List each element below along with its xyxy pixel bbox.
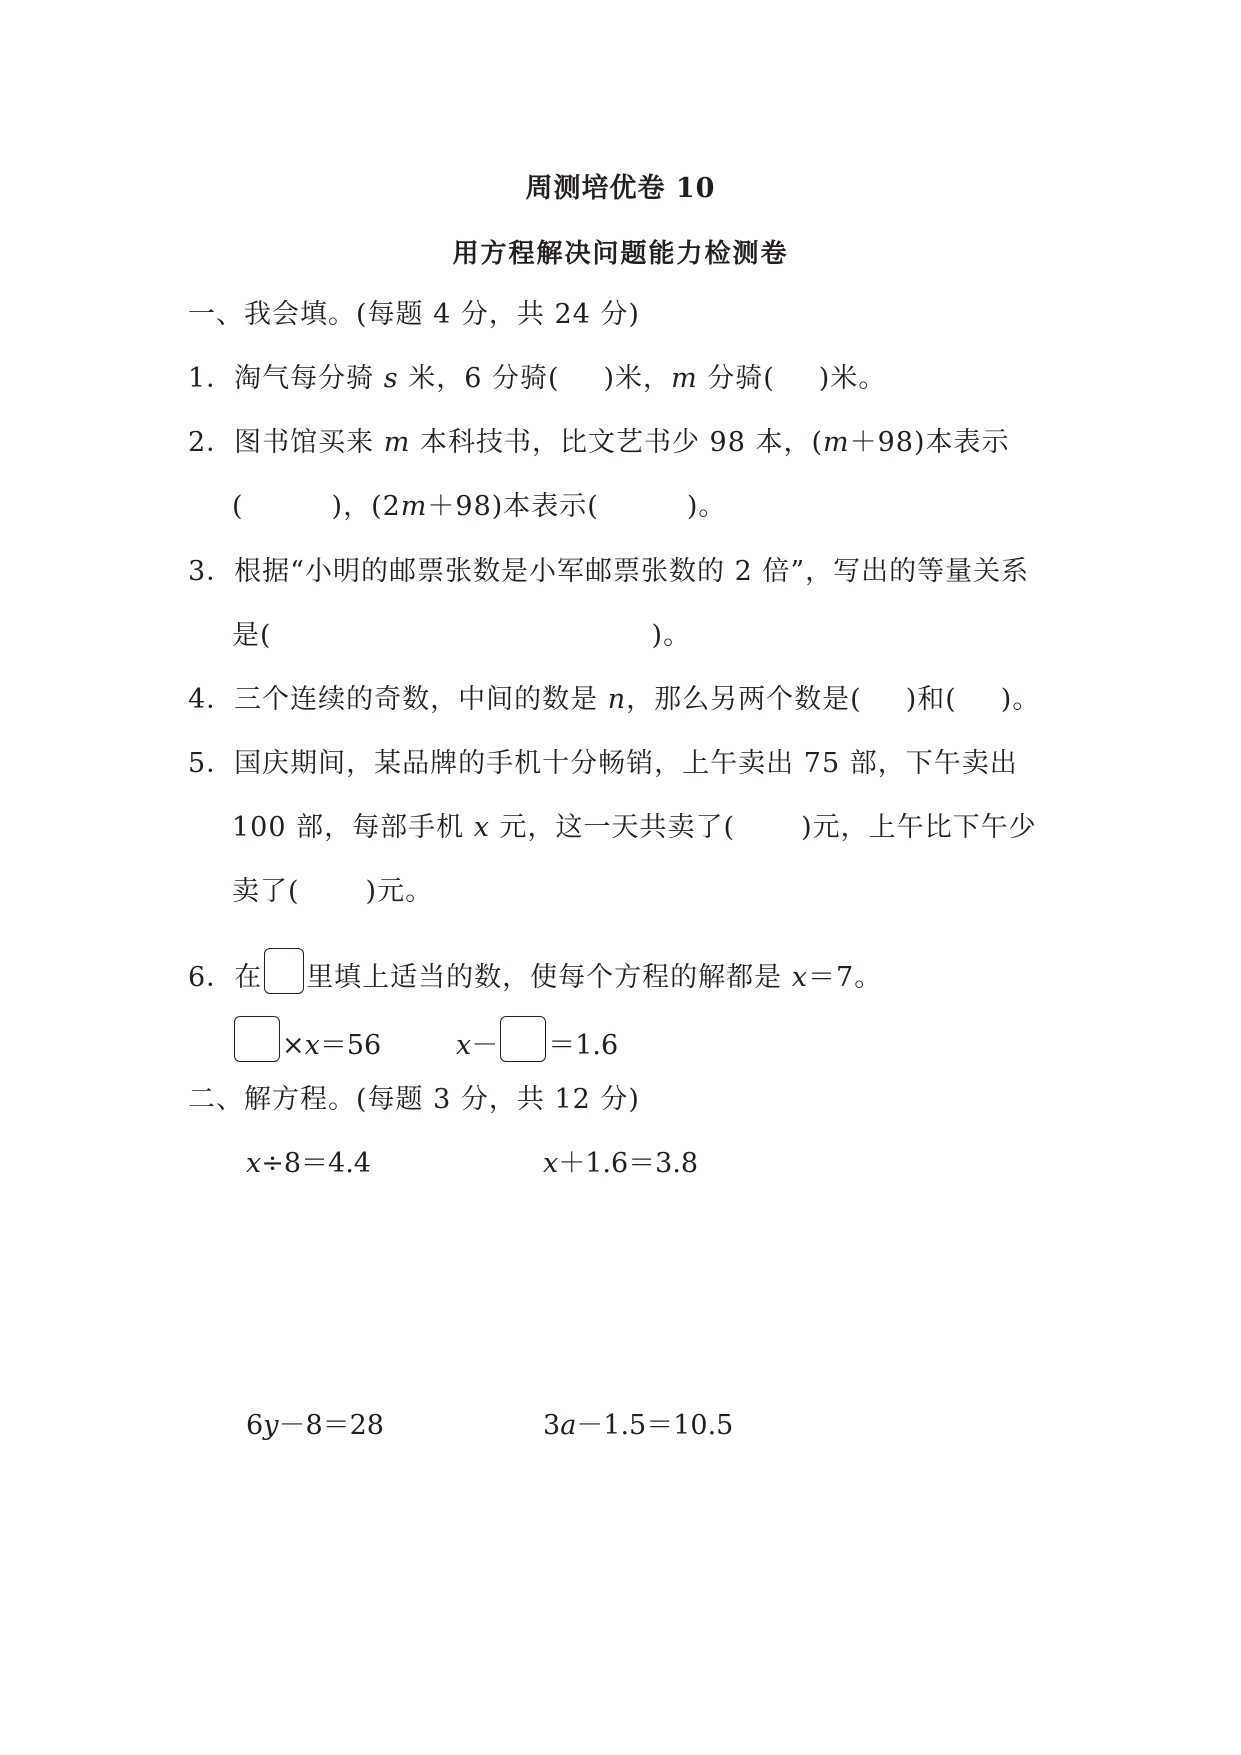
page-title: 周测培优卷 10	[525, 173, 716, 204]
equation-1: x÷8＝4.4	[246, 1148, 371, 1179]
question-6: 6．在 里填上适当的数，使每个方程的解都是 x＝7。	[188, 948, 882, 996]
section-2-heading: 二、解方程。(每题 3 分，共 12 分)	[188, 1084, 640, 1115]
q6-equation-1: ×x＝56	[232, 1016, 381, 1064]
q6-equation-2: x－ ＝1.6	[456, 1016, 618, 1064]
answer-box[interactable]	[234, 1016, 280, 1062]
page-subtitle: 用方程解决问题能力检测卷	[452, 239, 789, 269]
question-3-continued: 是( )。	[232, 620, 692, 651]
equation-4: 3a－1.5＝10.5	[543, 1410, 734, 1441]
question-4: 4．三个连续的奇数，中间的数是 n，那么另两个数是( )和( )。	[188, 684, 1041, 715]
question-2: 2．图书馆买来 m 本科技书，比文艺书少 98 本，(m＋98)本表示	[188, 427, 1010, 458]
answer-box[interactable]	[500, 1016, 546, 1062]
question-1: 1．淘气每分骑 s 米，6 分骑( )米，m 分骑( )米。	[188, 363, 887, 394]
answer-box-sample	[264, 948, 304, 994]
question-5-continued-2: 卖了( )元。	[232, 876, 434, 907]
question-2-continued: ( )，(2m＋98)本表示( )。	[232, 491, 727, 522]
question-5-continued: 100 部，每部手机 x 元，这一天共卖了( )元，上午比下午少	[232, 812, 1037, 843]
equation-2: x＋1.6＝3.8	[543, 1148, 699, 1179]
section-1-heading: 一、我会填。(每题 4 分，共 24 分)	[188, 299, 640, 330]
equation-3: 6y－8＝28	[246, 1410, 384, 1441]
question-3: 3．根据“小明的邮票张数是小军邮票张数的 2 倍”，写出的等量关系	[188, 556, 1030, 587]
question-5: 5．国庆期间，某品牌的手机十分畅销，上午卖出 75 部，下午卖出	[188, 748, 1018, 779]
